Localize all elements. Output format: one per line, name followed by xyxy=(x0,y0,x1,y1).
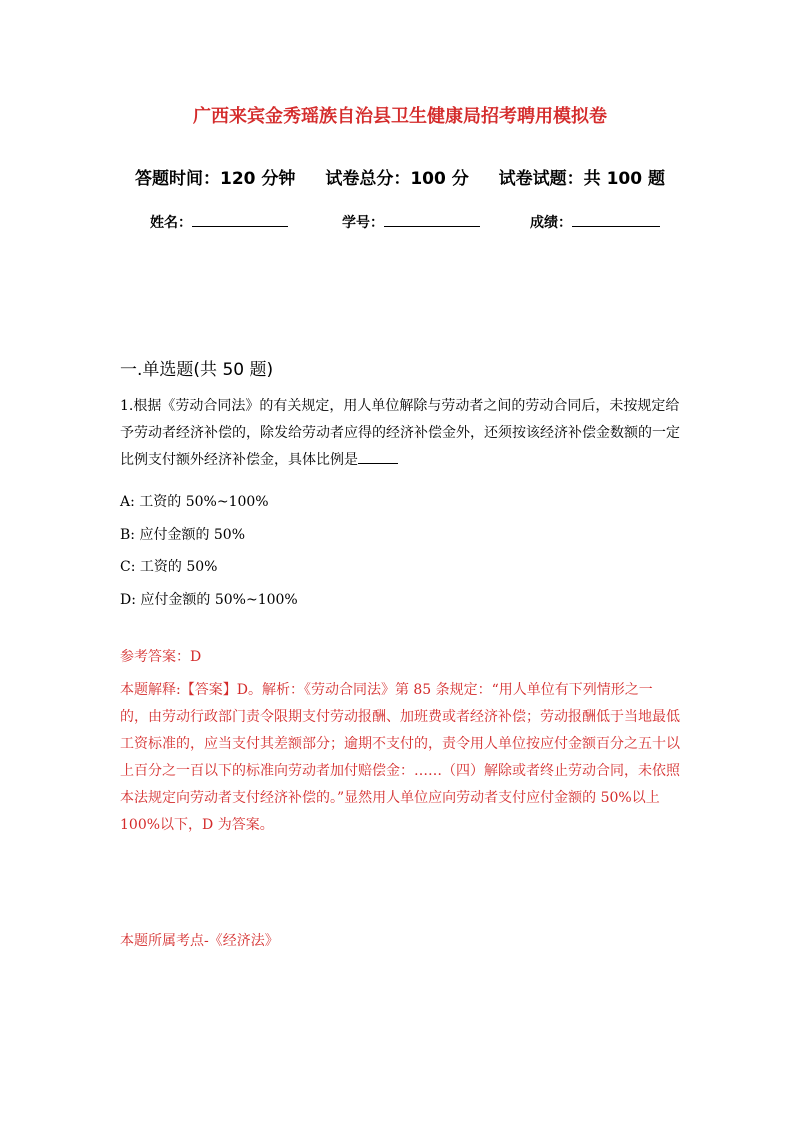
reference-answer: 参考答案：D xyxy=(120,649,202,665)
exam-meta-row xyxy=(0,166,800,192)
exam-question-count-value: 共 100 题 xyxy=(583,169,665,189)
name-blank[interactable] xyxy=(192,210,288,227)
section-title: 一.单选题(共 50 题) xyxy=(120,360,274,380)
exam-total-score-label: 试卷总分： xyxy=(325,169,411,189)
score-blank[interactable] xyxy=(572,210,660,227)
option-a[interactable]: A: 工资的 50%~100% xyxy=(120,494,269,510)
exam-question-count xyxy=(499,166,665,192)
exam-question-count-label: 试卷试题： xyxy=(498,169,584,189)
question-stem xyxy=(120,393,680,474)
question-stem-text: 1.根据《劳动合同法》的有关规定，用人单位解除与劳动者之间的劳动合同后，未按规定给予劳动者经济补偿的，除发给劳动者应得的经济补偿金外，还须按该经济补偿金数额的一定比例支付额外经济补偿金，具体比例是 xyxy=(120,398,680,468)
id-field xyxy=(342,210,480,234)
option-d[interactable]: D: 应付金额的 50%~100% xyxy=(120,591,298,608)
name-field xyxy=(150,210,288,234)
option-b[interactable]: B: 应付金额的 50% xyxy=(120,526,246,543)
exam-total-score-value: 100 分 xyxy=(410,169,469,189)
exam-total-score xyxy=(325,166,468,192)
page-title: 广西来宾金秀瑶族自治县卫生健康局招考聘用模拟卷 xyxy=(193,106,607,127)
id-label: 学号： xyxy=(342,215,384,231)
score-field xyxy=(530,210,660,234)
score-label: 成绩： xyxy=(530,215,572,231)
answer-blank xyxy=(358,449,398,464)
name-label: 姓名： xyxy=(150,215,192,231)
id-blank[interactable] xyxy=(384,210,480,227)
exam-time-label: 答题时间： xyxy=(135,169,220,189)
knowledge-point: 本题所属考点-《经济法》 xyxy=(120,933,279,949)
explanation: 本题解释:【答案】D。解析：《劳动合同法》第 85 条规定：“用人单位有下列情形之一的，由劳动行政部门责令限期支付劳动报酬、加班费或者经济补偿；劳动报酬低于当地最低工资标准的，应当支付其差额部分；逾期不支付的，责令用人单位按应付金额百分之五十以上百分之一百以下的标准向劳动者加付赔偿金：……（四）解除或者终止劳动合同，未依照本法规定向劳动者支付经济补偿的。”显然用人单位应向劳动者支付应付金额的 50%以上 100%以下，D 为答案。 xyxy=(120,682,680,833)
options-list xyxy=(120,486,680,616)
exam-time-value: 120 分钟 xyxy=(220,169,296,189)
exam-time xyxy=(135,166,295,192)
option-c[interactable]: C: 工资的 50% xyxy=(120,559,218,575)
